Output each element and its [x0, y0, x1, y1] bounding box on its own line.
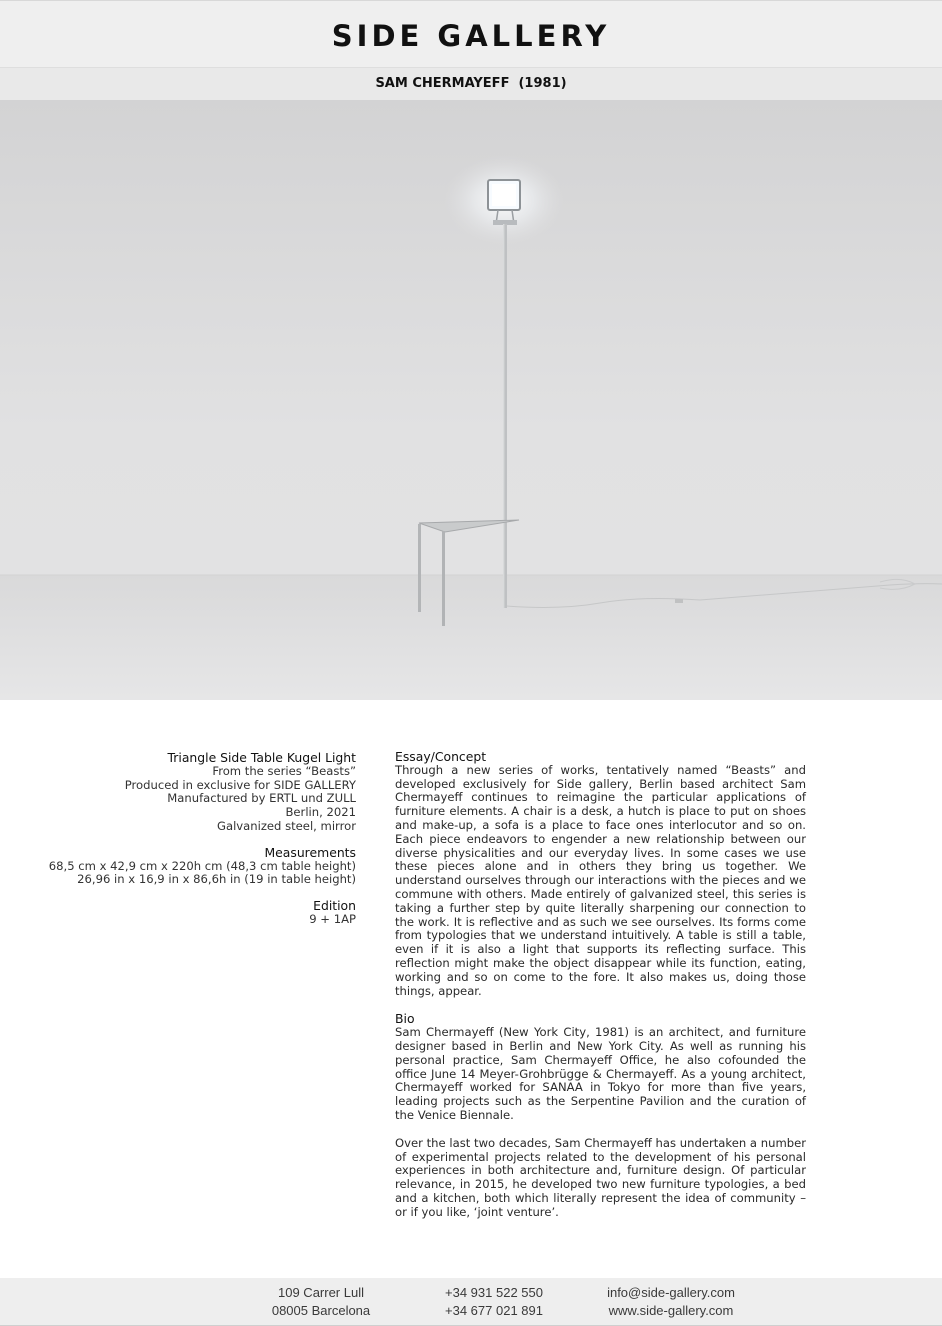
detail-series: From the series “Beasts” [212, 763, 356, 778]
detail-produced: Produced in exclusive for SIDE GALLERY [124, 777, 356, 792]
gallery-title: SIDE GALLERY [331, 19, 611, 53]
artist-bar [0, 68, 942, 100]
footer-phones [432, 1284, 556, 1320]
address-city: 08005 Barcelona [271, 1303, 371, 1318]
measurements-in: 26,96 in x 16,9 in x 86,6h in (19 in table height) [77, 872, 356, 887]
header-bar [0, 0, 942, 68]
detail-place-year: Berlin, 2021 [285, 805, 356, 820]
phone-number[interactable]: +34 677 021 891 [445, 1303, 543, 1318]
bio-paragraph: Sam Chermayeff (New York City, 1981) is an architect, and furniture designer based in Berlin and New York City. As well as running his personal practice, Sam Chermayeff Office, he also cofounded the office June 14 Meyer-Grohbrügge & Chermayeff. As a young architect, Chermayeff worked for SANAA in Tokyo for more than five years, leading projects such as the Serpentine Pavilion and the curation of the Venice Biennale. [395, 1025, 806, 1122]
footer-web [600, 1284, 742, 1320]
address-street: 109 Carrer Lull [278, 1285, 364, 1300]
artist-name: SAM CHERMAYEFF (1981) [375, 76, 567, 91]
email-link[interactable]: info@side-gallery.com [607, 1285, 735, 1300]
artwork-details [16, 751, 356, 927]
edition-value: 9 + 1AP [309, 911, 356, 926]
essay-heading: Essay/Concept [395, 749, 487, 764]
artwork-photo [0, 100, 942, 700]
bio-paragraph: Over the last two decades, Sam Chermayeff has undertaken a number of experimental projects related to the development of his personal experiences in both architecture and, furniture design. Of particular relevance, in 2015, he developed two new furniture typologies, a bed and a kitchen, both which literally represent the idea of community – or if you like, ‘joint venture’. [395, 1135, 806, 1219]
essay-section [395, 750, 806, 1220]
detail-material: Galvanized steel, mirror [216, 818, 356, 833]
detail-manufacturer: Manufactured by ERTL und ZULL [167, 791, 356, 806]
artwork-title: Triangle Side Table Kugel Light [167, 750, 356, 765]
essay-text: Through a new series of works, tentatively named “Beasts” and developed exclusively for Side gallery, Berlin based architect Sam Chermayeff continues to reimagine the particular applications of furniture elements. A chair is a desk, a hutch is place to put on shoes and make-up, a sofa is a place to face ones interlocutor and so on. Each piece endeavors to engender a new relationship between our diverse physicalities and our everyday lives. In some cases we use these pieces alone and in others they bring us together. We understand ourselves through our interactions with the pieces and we commune with others. Made entirely of galvanized steel, this series is taking a further step by quite literally sharpening our connection to the work. It is reflective and as such we see ourselves. Its forms come from typologies that we understand intuitively. A table is still a table, even if it is also a light that supports its reflecting surface. This reflection might make the object disappear while its function, eating, working and so on come to the fore. It also makes us, doing those things, appear. [395, 762, 806, 998]
footer [0, 1278, 942, 1326]
measurements-label: Measurements [264, 844, 356, 860]
edition-label: Edition [313, 898, 356, 914]
footer-address [262, 1284, 380, 1320]
measurements-cm: 68,5 cm x 42,9 cm x 220h cm (48,3 cm table height) [48, 858, 356, 873]
bio-heading: Bio [395, 1011, 415, 1027]
website-link[interactable]: www.side-gallery.com [608, 1303, 734, 1318]
phone-number[interactable]: +34 931 522 550 [445, 1285, 543, 1300]
